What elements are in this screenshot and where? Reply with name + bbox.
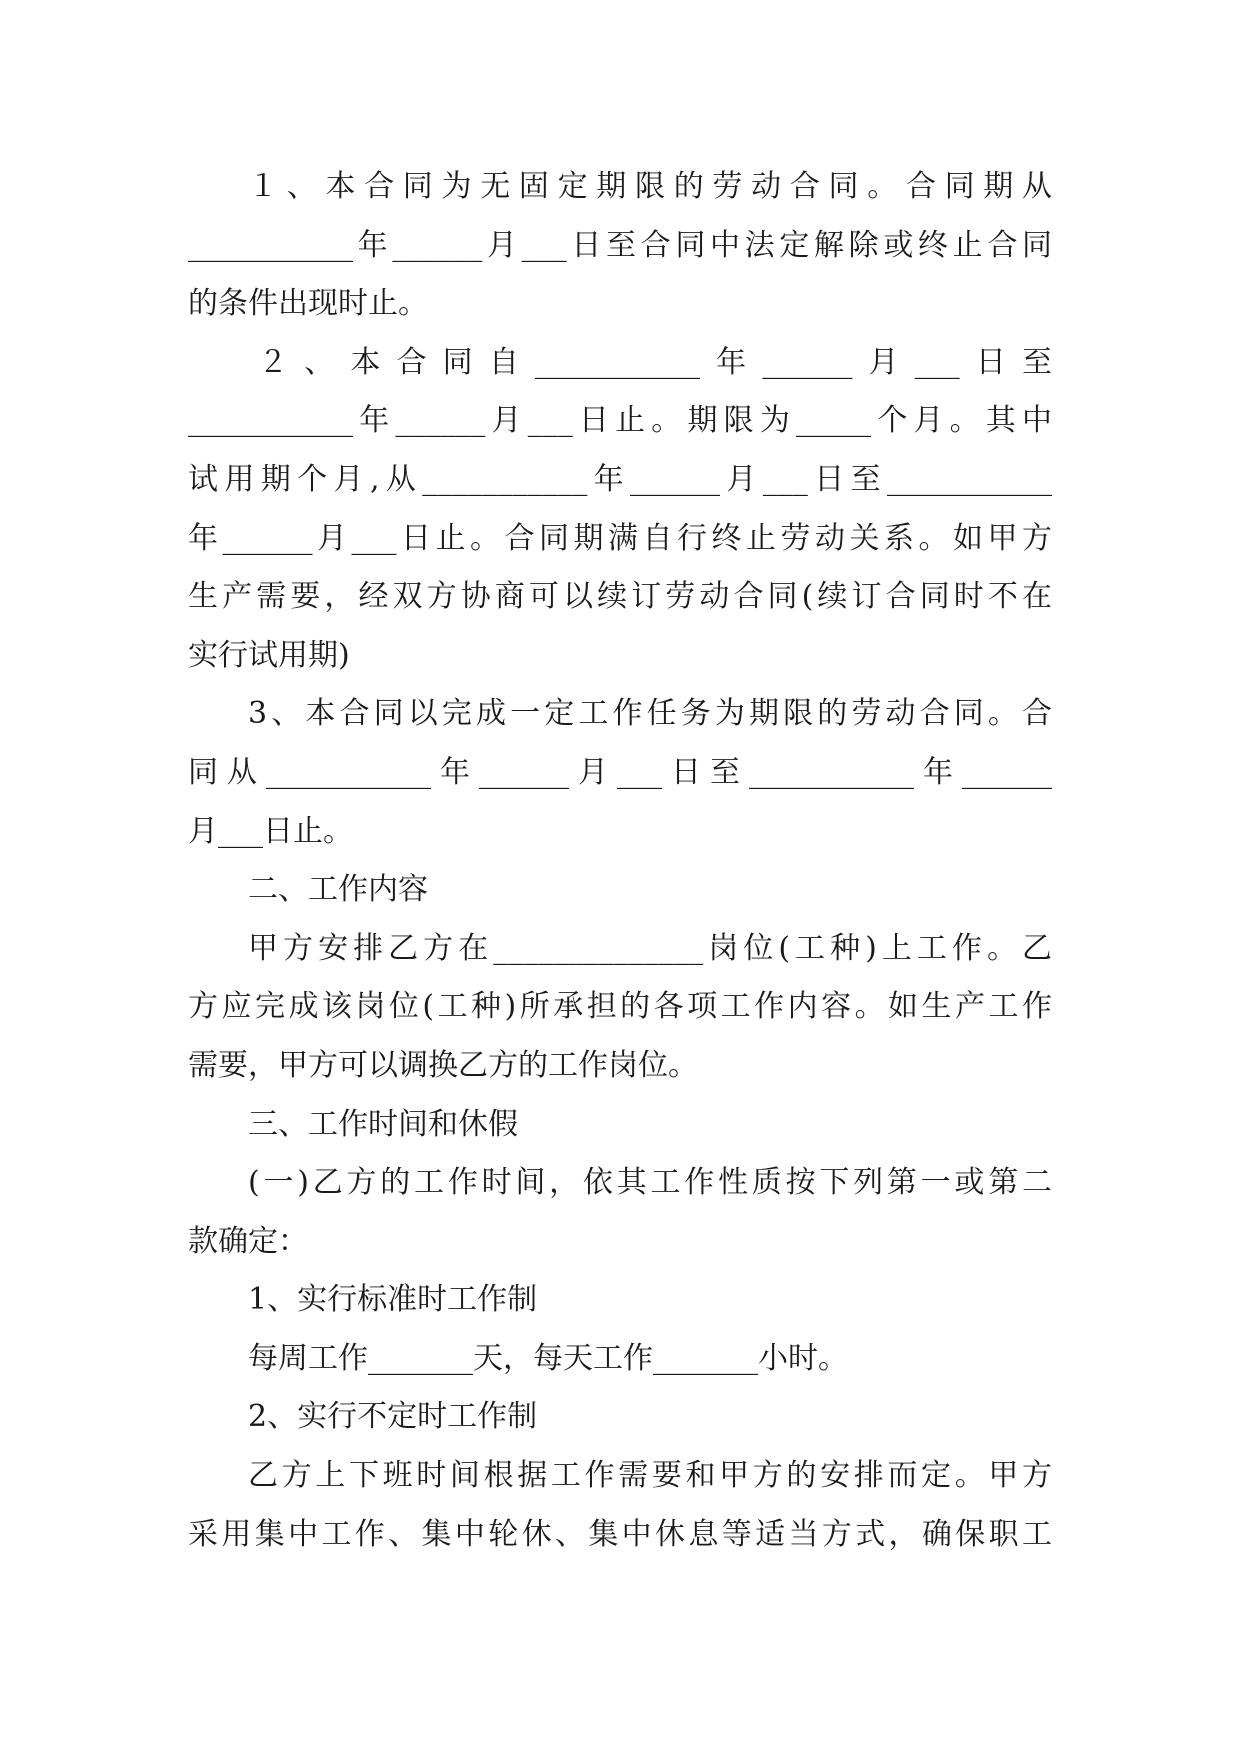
flexible-hours-line-2: 采用集中工作、集中轮休、集中休息等适当方式，确保职工: [188, 1516, 1052, 1552]
flexible-hours-line-1: 乙方上下班时间根据工作需要和甲方的安排而定。甲方: [248, 1458, 1052, 1494]
contract-text: [188, 158, 1052, 1564]
clause-1-line-3: 的条件出现时止。: [188, 286, 428, 322]
work-hours-line-2: 款确定：: [188, 1223, 308, 1259]
clause-2-line-1: ２、本合同自___________年______月___日至: [258, 344, 1052, 380]
flexible-hours-heading: 2、实行不定时工作制: [248, 1399, 538, 1435]
clause-2-line-3: 试用期个月,从___________年______月___日至___________: [188, 461, 1052, 497]
section-heading-work-hours: 三、工作时间和休假: [248, 1106, 518, 1142]
work-hours-line-1: (一)乙方的工作时间，依其工作性质按下列第一或第二: [248, 1165, 1052, 1201]
standard-hours-heading: 1、实行标准时工作制: [248, 1282, 538, 1318]
clause-2-line-4: 年______月___日止。合同期满自行终止劳动关系。如甲方: [188, 520, 1052, 556]
clause-3-line-3: 月___日止。: [188, 813, 353, 849]
clause-3-line-2: 同从___________年______月___日至___________年______: [188, 754, 1052, 790]
clause-2-line-5: 生产需要，经双方协商可以续订劳动合同(续订合同时不在: [188, 579, 1052, 615]
clause-2-line-6: 实行试用期): [188, 637, 350, 673]
section-heading-work-content: 二、工作内容: [248, 872, 428, 908]
work-content-line-1: 甲方安排乙方在______________岗位(工种)上工作。乙: [248, 930, 1052, 966]
standard-hours-detail: 每周工作_______天，每天工作_______小时。: [248, 1340, 848, 1376]
work-content-line-3: 需要，甲方可以调换乙方的工作岗位。: [188, 1047, 698, 1083]
clause-3-line-1: 3、本合同以完成一定工作任务为期限的劳动合同。合: [248, 696, 1052, 732]
clause-2-line-2: ___________年______月___日止。期限为_____个月。其中: [188, 403, 1052, 439]
clause-1-line-2: ___________年______月___日至合同中法定解除或终止合同: [188, 227, 1052, 263]
clause-1-line-1: １、本合同为无固定期限的劳动合同。合同期从: [248, 169, 1052, 204]
work-content-line-2: 方应完成该岗位(工种)所承担的各项工作内容。如生产工作: [188, 989, 1052, 1025]
